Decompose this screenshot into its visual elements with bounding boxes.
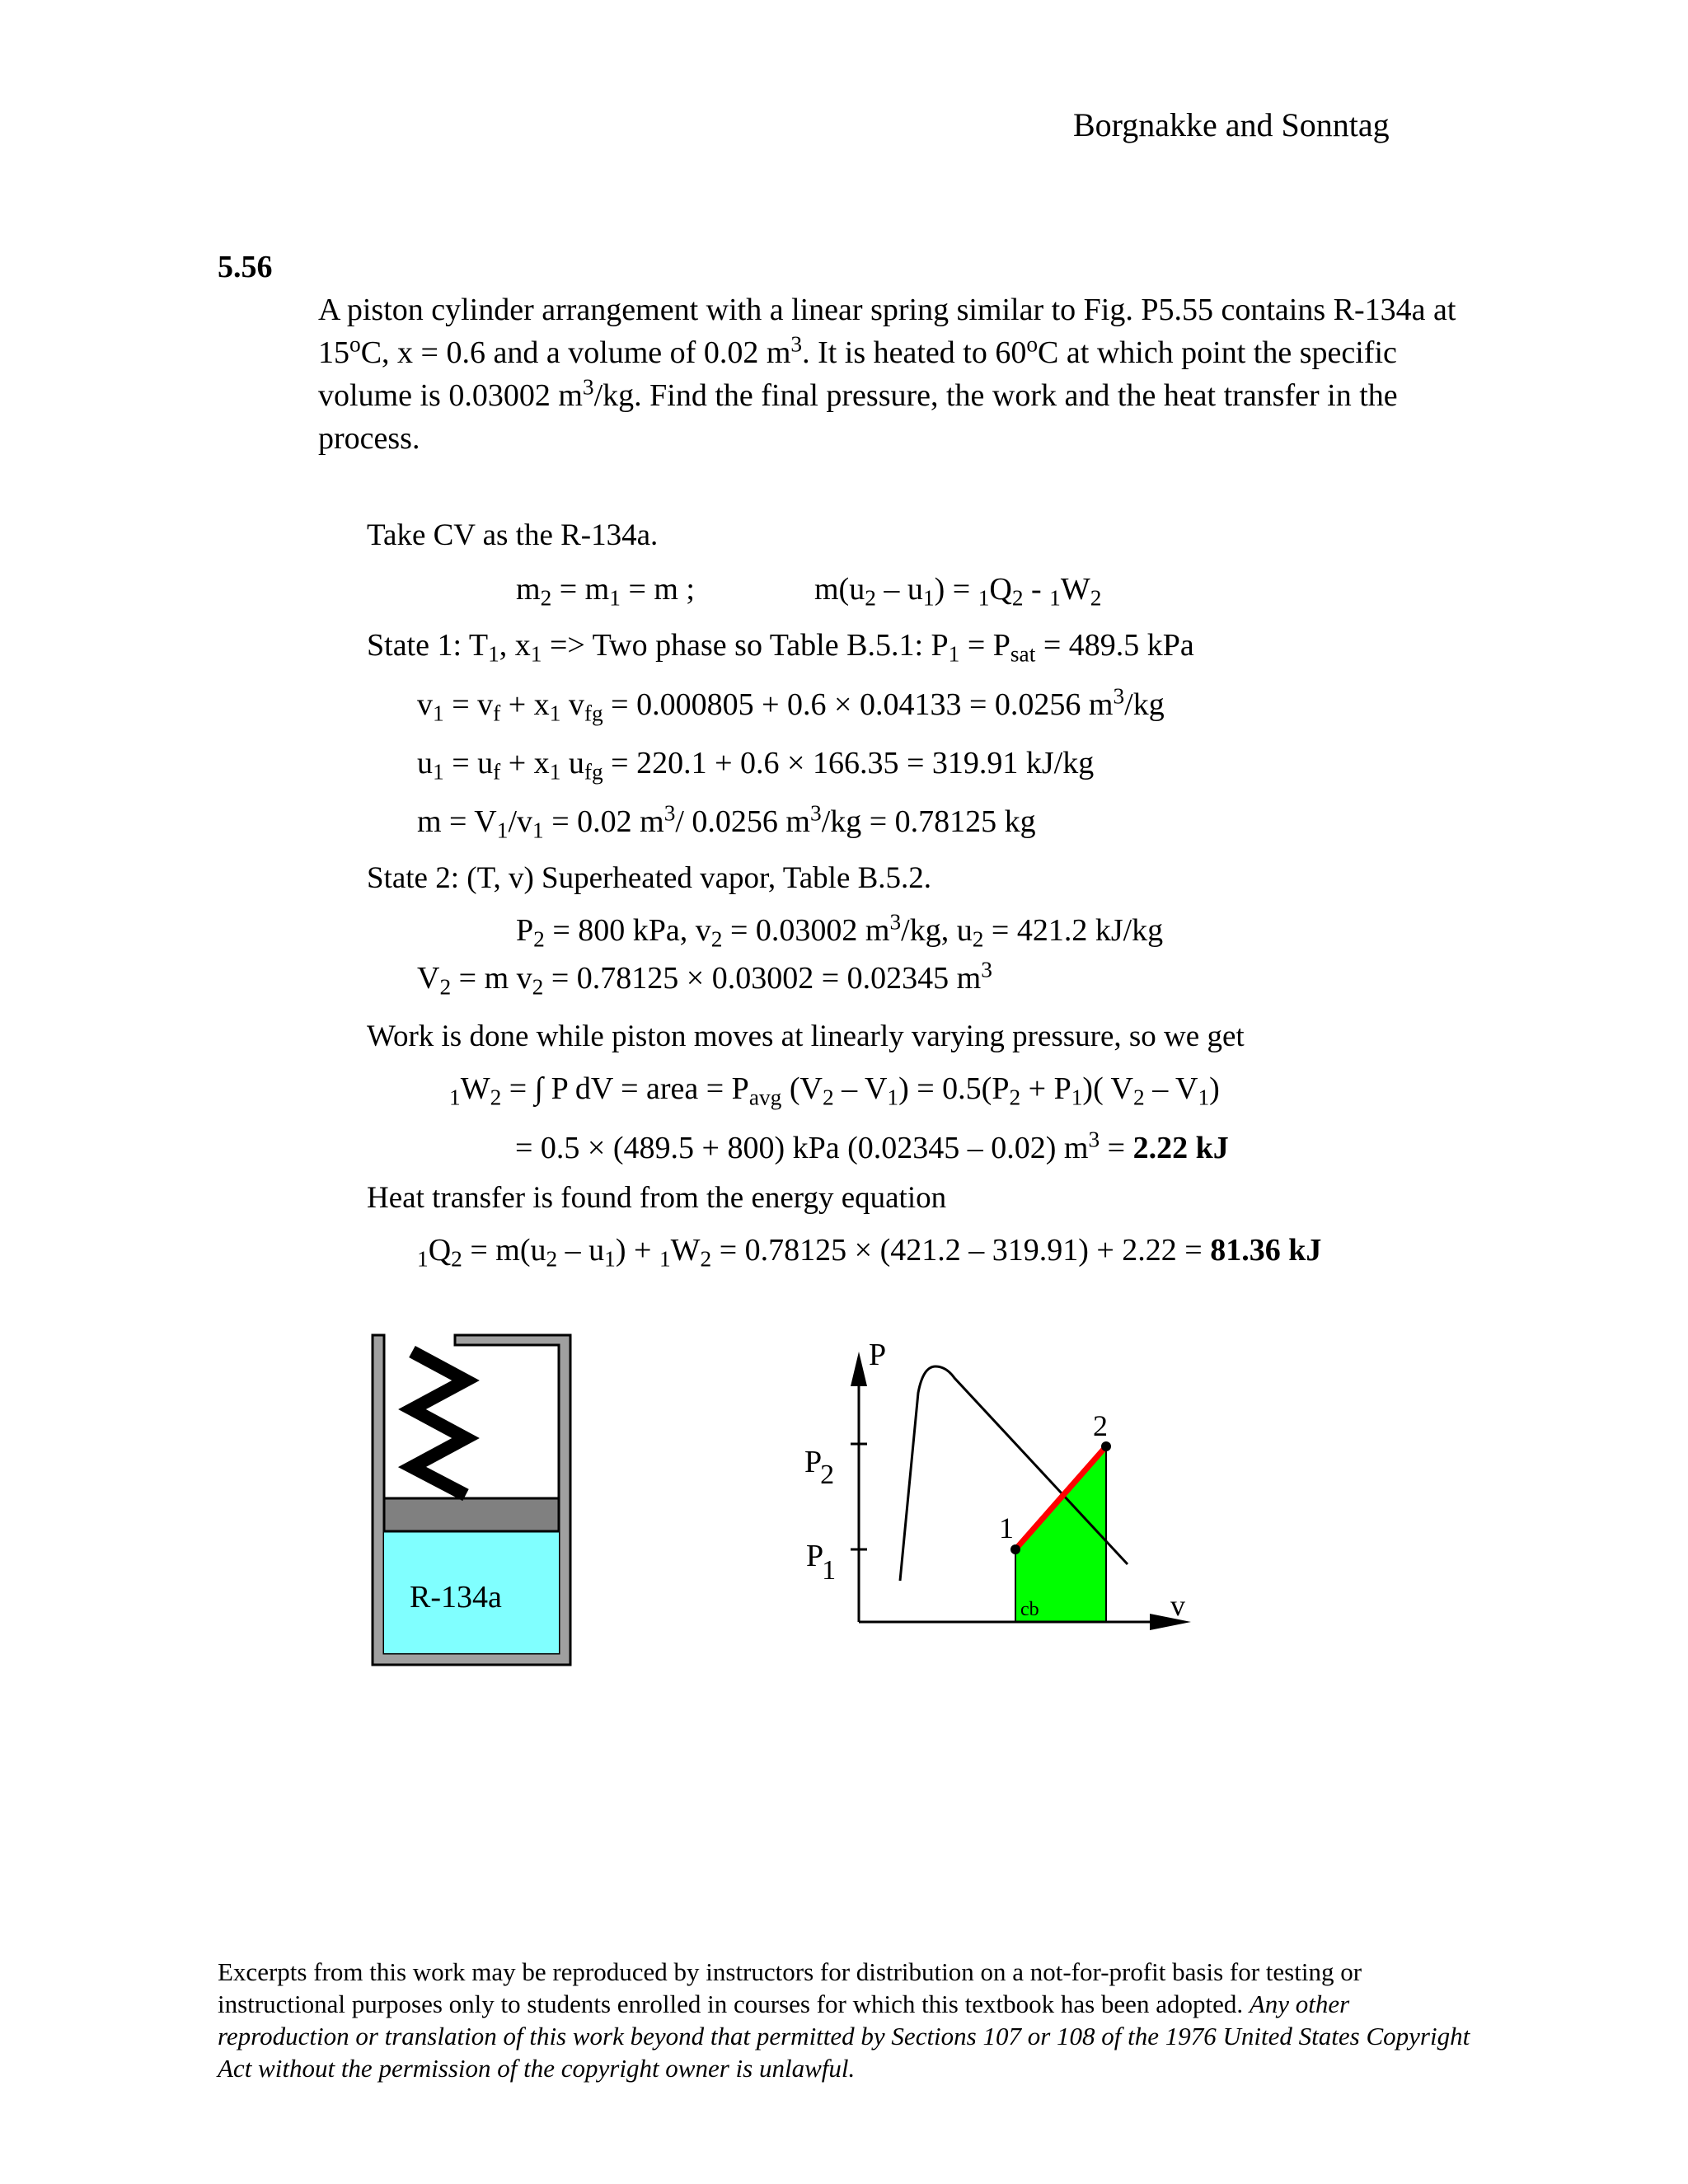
copyright-footer [218,1956,1487,2084]
heat-answer: 81.36 kJ [1210,1233,1322,1268]
v1-equation: $v_1 = v_f + x_1$ $v_{fg} = 0.000805 + 0.6 \times 0.04133 = 0.0256$ $m^3/kg$ [417,683,1165,726]
piston [384,1498,559,1531]
state1-line: State 1: $T_1$, $x_1$ => Two phase so Table B.5.1: $P_1 = P_{sat} = 489.5$ kPa [367,628,1194,667]
cv-statement: Take CV as the R-134a. [367,518,659,552]
pv-diagram [783,1319,1212,1665]
work-result: = 0.5 × (489.5 + 800) kPa (0.02345 – 0.02) $m^3 = 2.22$ kJ [515,1127,1229,1165]
state2-point [1101,1441,1111,1451]
v-axis-label: v [1170,1589,1185,1622]
state2-label: 2 [1093,1409,1108,1442]
p1-tick-label: P1 [806,1539,837,1586]
state2-properties: $P_2 = 800$ kPa, $v_2 = 0.03002$ $m^3/kg$, $u_2 = 421.2$ kJ/kg [516,909,1164,952]
work-equation: $_1W_2$ = ∫ P dV = area = $P_{avg}$ $(V_2 - V_1) = 0.5(P_2 + P_1)$( $V_2 - V_1$) [449,1071,1220,1110]
footer-notice: Excerpts from this work may be reproduced by instructors for distribution on a not-for-profit basis for testing or instructional purposes only to students enrolled in courses for which this textbook has been adopted. [218,1957,1362,2018]
region-label: cb [1020,1599,1039,1620]
state1-point [1010,1544,1020,1554]
footer-warning: Any other reproduction or translation of this work beyond that permitted by Sections 107 or 108 of the 1976 United States Copyright Act without the permission of the copyright owner is unlawful. [218,1990,1470,2083]
problem-number: 5.56 [218,250,273,284]
state1-label: 1 [999,1511,1014,1544]
heat-description: Heat transfer is found from the energy equation [367,1181,947,1215]
p-axis-label: P [869,1338,887,1372]
running-header: Borgnakke and Sonntag [1073,106,1390,143]
p-axis-arrow [851,1352,867,1386]
piston-cylinder-figure [363,1319,577,1673]
u1-equation: $u_1 = u_f + x_1$ $u_{fg} = 220.1 + 0.6 \times 166.35 = 319.91$ kJ/kg [417,746,1095,785]
state2-line: State 2: (T, v) Superheated vapor, Table B.5.2. [367,861,932,895]
spring [412,1352,466,1495]
energy-equation: $m(u_2 - u_1) = _1Q_2 - _1W_2$ [814,572,1102,611]
v2-volume: $V_2 = m$ $v_2 = 0.78125 \times 0.03002 = 0.02345$ $m^3$ [417,957,992,1000]
mass-equation: $m_2 = m_1 = m$ ; [516,572,695,611]
p2-tick-label: P2 [804,1445,835,1490]
heat-equation: $_1Q_2 = m(u_2 - u_1) + _1W_2 = 0.78125 \times (421.2 - 319.91) + 2.22 = 81.36$ kJ [417,1233,1322,1272]
work-answer: 2.22 kJ [1132,1131,1229,1165]
mass-calc: $m = V_1/v_1 = 0.02$ $m^3/$ 0.0256 $m^3/kg = 0.78125$ kg [417,800,1036,843]
fluid-label: R-134a [410,1580,502,1615]
problem-statement: A piston cylinder arrangement with a linear spring similar to Fig. P5.55 contains R-134a at 15$^o$C, x = 0.6 and a volume of 0.02 $m^3$. It is heated to 60$^o$C at which point the specific volume is 0.03002 $m^3/kg$. Find the final pressure, the work and the heat transfer in the process. [318,293,1456,456]
work-description: Work is done while piston moves at linearly varying pressure, so we get [367,1019,1245,1053]
